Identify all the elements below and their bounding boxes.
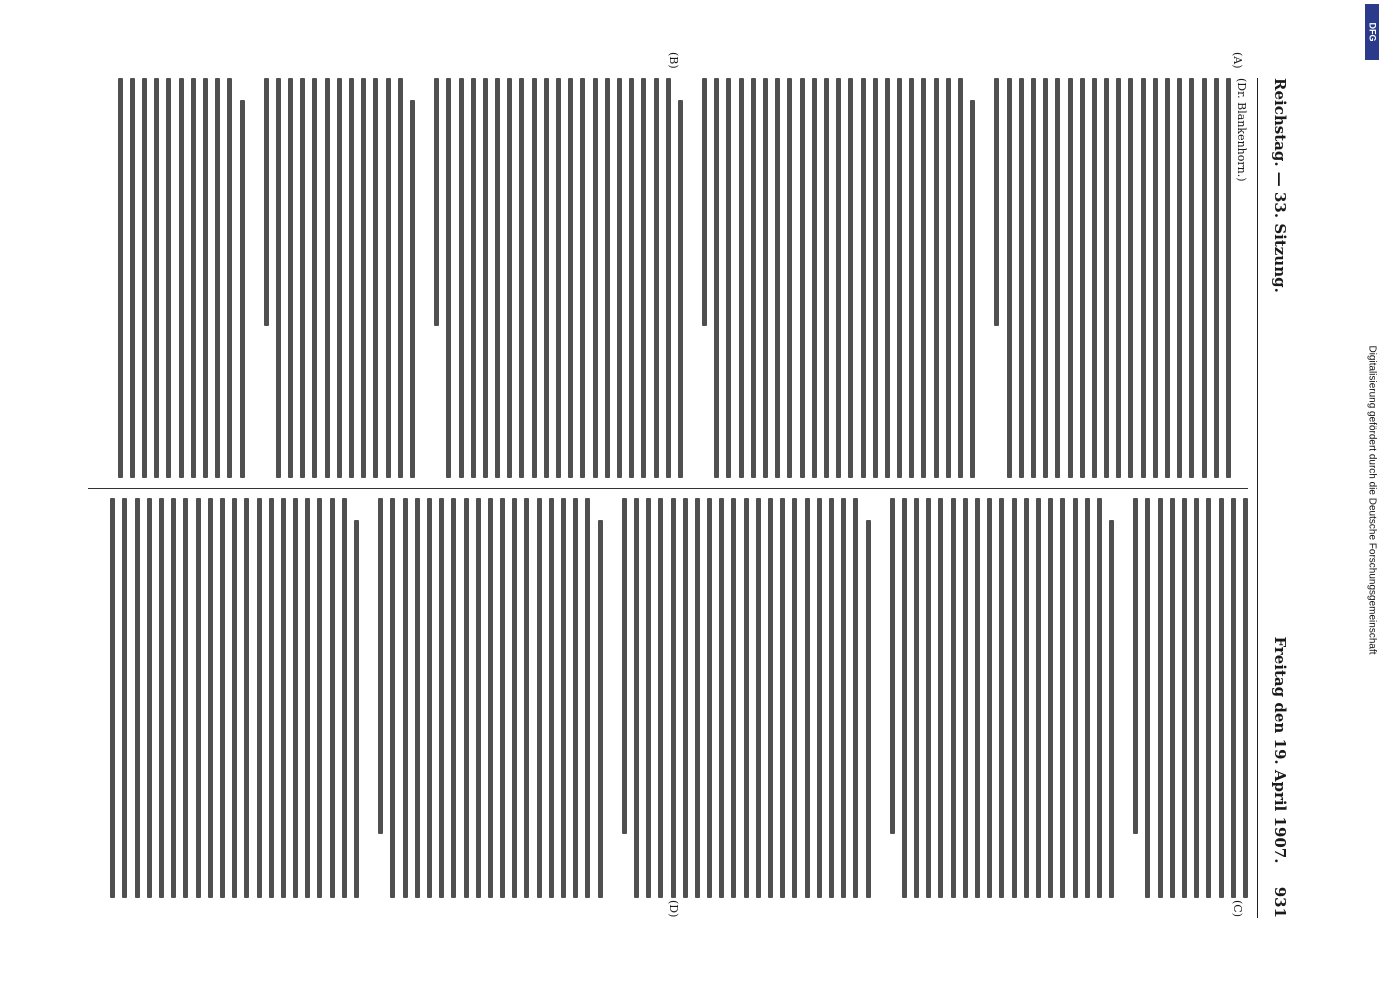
text-line (556, 78, 561, 478)
paragraph-gap (245, 78, 257, 478)
text-line (987, 498, 992, 898)
text-line (958, 78, 963, 478)
text-line (841, 498, 846, 898)
text-line (1043, 78, 1048, 478)
text-line (232, 498, 237, 898)
text-line (227, 78, 232, 478)
text-line (403, 498, 408, 898)
text-line (390, 498, 395, 898)
right-column (88, 498, 1248, 898)
text-line (1194, 498, 1199, 898)
header-left: Reichstag. — 33. Sitzung. (1271, 78, 1289, 293)
running-header (1260, 78, 1300, 918)
text-line (719, 498, 724, 898)
text-line (446, 78, 451, 478)
text-line (593, 78, 598, 478)
text-line (500, 498, 505, 898)
text-line (909, 78, 914, 478)
text-line (951, 498, 956, 898)
credit-text: Digitalisierung gefördert durch die Deutsche Forschungsgemeinschaft (1366, 345, 1378, 655)
header-date: Freitag den 19. April 1907. (1271, 636, 1289, 864)
text-line (1158, 498, 1163, 898)
paragraph-gap (871, 498, 883, 898)
text-line (768, 498, 773, 898)
text-line (732, 498, 737, 898)
text-line (1129, 78, 1134, 478)
text-line (695, 498, 700, 898)
text-line (922, 78, 927, 478)
text-line (829, 498, 834, 898)
text-line (532, 78, 537, 478)
text-line (525, 498, 530, 898)
speaker-tag: (Dr. Blankenhorn.) (1235, 78, 1248, 182)
text-line (678, 100, 683, 478)
text-line (434, 78, 439, 326)
text-line (1080, 78, 1085, 478)
text-line (512, 498, 517, 898)
text-line (1031, 78, 1036, 478)
text-line (427, 498, 432, 898)
text-line (244, 498, 249, 898)
text-line (800, 78, 805, 478)
text-line (617, 78, 622, 478)
text-line (683, 498, 688, 898)
text-line (1085, 498, 1090, 898)
text-line (203, 78, 208, 478)
text-line (330, 498, 335, 898)
text-line (1202, 78, 1207, 478)
text-line (305, 498, 310, 898)
page-number: 931 (1271, 886, 1289, 918)
text-line (812, 78, 817, 478)
text-line (629, 78, 634, 478)
paragraph-gap (415, 78, 427, 478)
text-line (1060, 498, 1065, 898)
text-line (707, 498, 712, 898)
margin-marker-c: (C) (1231, 900, 1244, 917)
text-line (1231, 498, 1236, 898)
text-line (483, 78, 488, 478)
text-line (288, 78, 293, 478)
text-line (361, 78, 366, 478)
text-line (939, 498, 944, 898)
text-line (805, 498, 810, 898)
text-line (1219, 498, 1224, 898)
text-line (313, 78, 318, 478)
text-line (897, 78, 902, 478)
text-line (666, 78, 671, 478)
text-line (1170, 498, 1175, 898)
text-line (464, 498, 469, 898)
text-line (739, 78, 744, 478)
text-line (142, 78, 147, 478)
text-line (641, 78, 646, 478)
text-line (549, 498, 554, 898)
text-line (568, 78, 573, 478)
text-line (654, 78, 659, 478)
text-line (1141, 78, 1146, 478)
text-line (171, 498, 176, 898)
text-line (123, 498, 128, 898)
text-line (1182, 498, 1187, 898)
text-line (1226, 78, 1231, 478)
text-line (598, 520, 603, 898)
text-line (179, 78, 184, 478)
text-line (714, 78, 719, 478)
text-line (215, 78, 220, 478)
text-line (349, 78, 354, 478)
text-line (507, 78, 512, 478)
text-line (135, 498, 140, 898)
text-line (110, 498, 115, 898)
text-line (914, 498, 919, 898)
text-line (439, 498, 444, 898)
text-line (269, 498, 274, 898)
text-line (1048, 498, 1053, 898)
text-line (580, 78, 585, 478)
dfg-logo: DFG (1365, 4, 1379, 60)
text-line (763, 78, 768, 478)
paragraph-gap (975, 78, 987, 478)
text-line (337, 78, 342, 478)
text-line (873, 78, 878, 478)
text-line (1189, 78, 1194, 478)
left-column (88, 78, 1248, 478)
text-line (488, 498, 493, 898)
text-line (520, 78, 525, 478)
text-line (471, 78, 476, 478)
text-line (354, 520, 359, 898)
text-line (1243, 498, 1248, 898)
text-line (220, 498, 225, 898)
text-line (963, 498, 968, 898)
text-line (1146, 498, 1151, 898)
text-line (561, 498, 566, 898)
text-line (118, 78, 123, 478)
text-line (1019, 78, 1024, 478)
text-line (975, 498, 980, 898)
text-line (1068, 78, 1073, 478)
header-right (1271, 636, 1289, 918)
text-line (934, 78, 939, 478)
left-column-text (118, 78, 1231, 478)
text-line (476, 498, 481, 898)
text-line (1153, 78, 1158, 478)
page-content (80, 52, 1300, 918)
text-line (853, 498, 858, 898)
paragraph-gap (683, 78, 695, 478)
text-line (775, 78, 780, 478)
text-line (1214, 78, 1219, 478)
text-line (751, 78, 756, 478)
text-line (1007, 78, 1012, 478)
text-line (836, 78, 841, 478)
text-line (1116, 78, 1121, 478)
text-line (970, 100, 975, 478)
text-line (147, 498, 152, 898)
text-line (410, 100, 415, 478)
text-line (415, 498, 420, 898)
text-line (130, 78, 135, 478)
text-line (622, 498, 627, 834)
text-line (585, 498, 590, 898)
text-line (1109, 520, 1114, 898)
text-line (1055, 78, 1060, 478)
text-line (183, 498, 188, 898)
text-line (573, 498, 578, 898)
text-line (817, 498, 822, 898)
text-line (191, 78, 196, 478)
paragraph-gap (603, 498, 615, 898)
text-line (744, 498, 749, 898)
text-line (166, 78, 171, 478)
text-line (373, 78, 378, 478)
text-line (451, 498, 456, 898)
text-line (861, 78, 866, 478)
margin-marker-b: (B) (667, 52, 680, 69)
text-line (1036, 498, 1041, 898)
text-line (264, 78, 269, 326)
text-line (994, 78, 999, 326)
text-line (1097, 498, 1102, 898)
text-line (159, 498, 164, 898)
text-line (787, 78, 792, 478)
text-line (848, 78, 853, 478)
text-line (1133, 498, 1138, 834)
text-line (999, 498, 1004, 898)
text-line (866, 520, 871, 898)
text-line (756, 498, 761, 898)
text-line (398, 78, 403, 478)
text-line (154, 78, 159, 478)
text-line (208, 498, 213, 898)
text-line (1206, 498, 1211, 898)
text-line (727, 78, 732, 478)
text-line (902, 498, 907, 898)
paragraph-gap (359, 498, 371, 898)
text-line (386, 78, 391, 478)
text-line (792, 498, 797, 898)
text-line (196, 498, 201, 898)
text-line (240, 100, 245, 478)
text-line (780, 498, 785, 898)
text-line (378, 498, 383, 834)
text-line (1073, 498, 1078, 898)
column-divider (88, 488, 1248, 489)
text-line (926, 498, 931, 898)
text-line (634, 498, 639, 898)
text-line (537, 498, 542, 898)
text-line (946, 78, 951, 478)
text-line (257, 498, 262, 898)
text-line (646, 498, 651, 898)
text-line (671, 498, 676, 898)
text-line (605, 78, 610, 478)
text-line (276, 78, 281, 478)
text-line (1177, 78, 1182, 478)
text-line (293, 498, 298, 898)
text-line (1024, 498, 1029, 898)
text-line (318, 498, 323, 898)
margin-marker-a: (A) (1231, 52, 1244, 69)
paragraph-gap (1114, 498, 1126, 898)
text-line (300, 78, 305, 478)
text-line (702, 78, 707, 326)
text-line (885, 78, 890, 478)
text-line (1165, 78, 1170, 478)
text-line (1012, 498, 1017, 898)
text-line (459, 78, 464, 478)
text-line (495, 78, 500, 478)
text-line (1092, 78, 1097, 478)
text-line (658, 498, 663, 898)
text-line (544, 78, 549, 478)
text-line (1104, 78, 1109, 478)
margin-marker-d: (D) (667, 900, 680, 918)
scanned-page (80, 52, 1300, 918)
header-rule (1257, 78, 1258, 918)
right-column-text (110, 498, 1248, 898)
text-line (281, 498, 286, 898)
text-line (824, 78, 829, 478)
text-line (325, 78, 330, 478)
text-line (342, 498, 347, 898)
digitization-credit (1361, 0, 1383, 1000)
text-line (890, 498, 895, 834)
